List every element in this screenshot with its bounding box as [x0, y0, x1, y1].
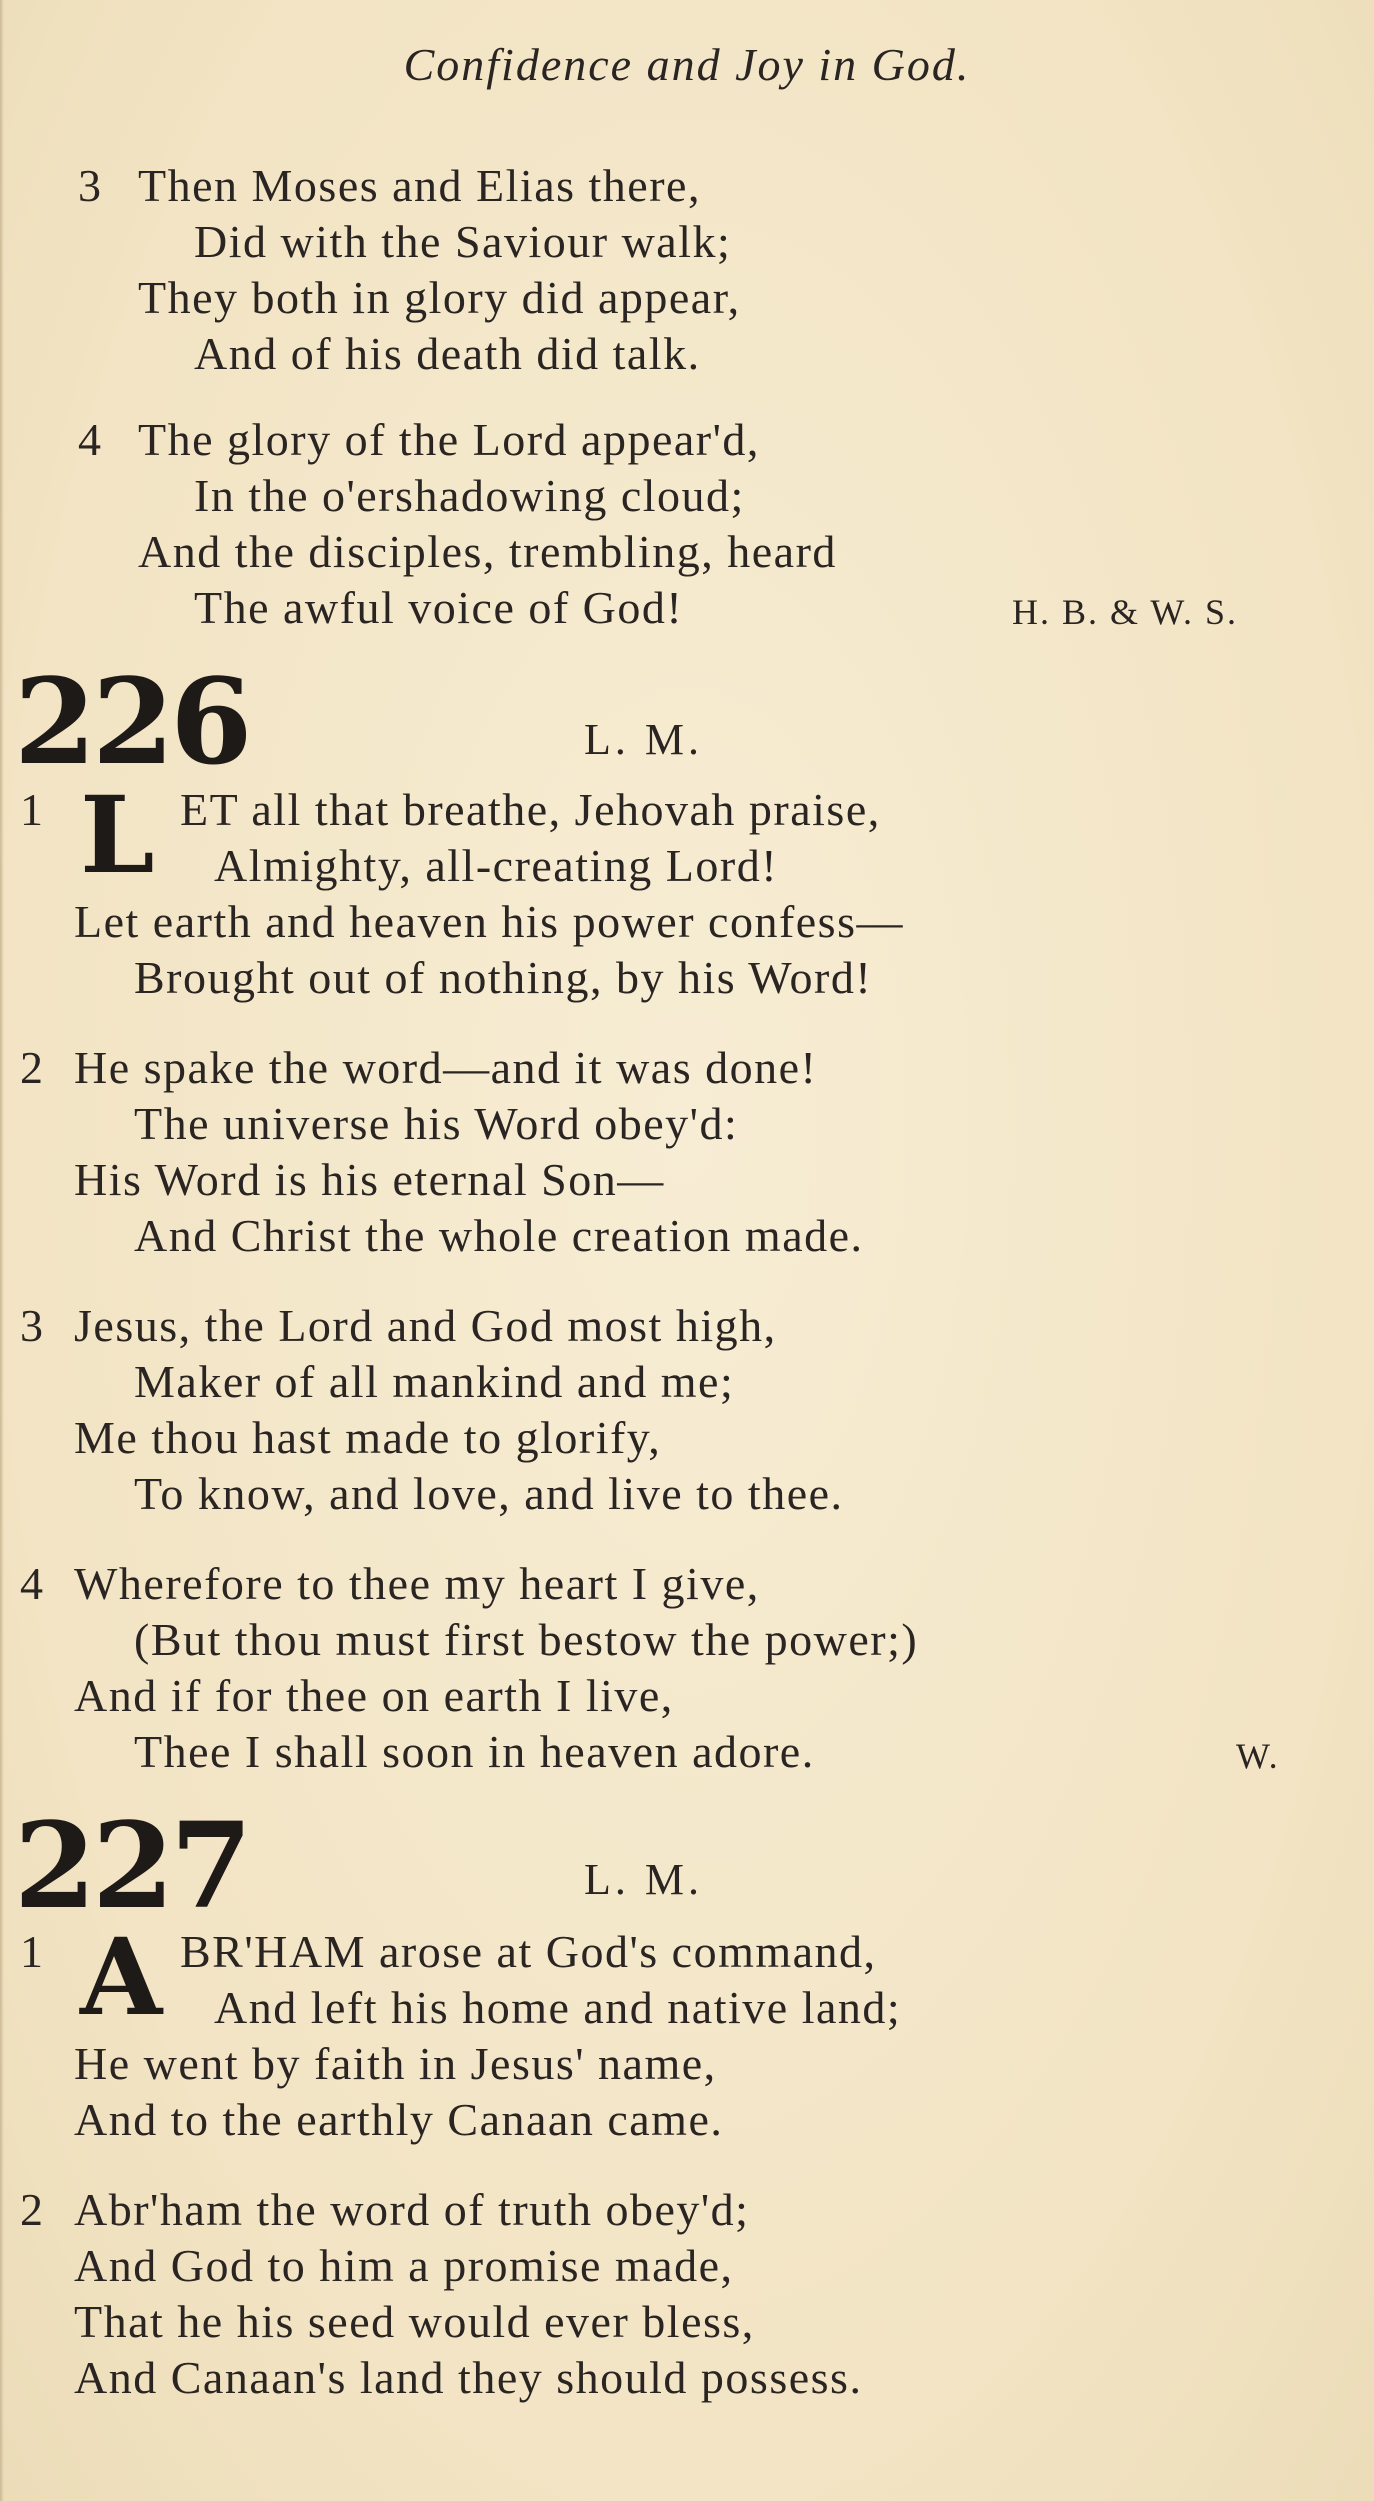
stanza-number: 3 — [20, 1300, 45, 1351]
verse-line: Abr'ham the word of truth obey'd; — [74, 2184, 750, 2235]
verse-line: And the disciples, trembling, heard — [138, 526, 837, 577]
hymn-number: 227 — [14, 1796, 249, 1935]
verse-line: BR'HAM arose at God's command, — [180, 1926, 877, 1977]
verse-line: (But thou must first bestow the power;) — [134, 1614, 919, 1665]
verse-line: Maker of all mankind and me; — [134, 1356, 735, 1407]
running-head: Confidence and Joy in God. — [403, 39, 971, 90]
stanza-number: 1 — [20, 1926, 45, 1977]
verse-line: And to the earthly Canaan came. — [74, 2094, 724, 2145]
drop-cap: L — [80, 772, 155, 897]
stanza-number: 4 — [20, 1558, 45, 1609]
verse-line: In the o'ershadowing cloud; — [194, 470, 745, 521]
verse-line: Almighty, all-creating Lord! — [214, 840, 779, 891]
stanza-number: 3 — [78, 160, 103, 211]
author-credit: W. — [1236, 1736, 1280, 1776]
verse-line: The glory of the Lord appear'd, — [138, 414, 760, 465]
stanza-number: 2 — [20, 1042, 45, 1093]
verse-line: Then Moses and Elias there, — [138, 160, 701, 211]
verse-line: He spake the word—and it was done! — [74, 1042, 818, 1093]
stanza-number: 4 — [78, 414, 103, 465]
verse-line: And Christ the whole creation made. — [134, 1210, 864, 1261]
verse-line: To know, and love, and live to thee. — [134, 1468, 844, 1519]
verse-line: And God to him a promise made, — [74, 2240, 734, 2291]
verse-line: The universe his Word obey'd: — [134, 1098, 739, 1149]
verse-line: Me thou hast made to glorify, — [74, 1412, 662, 1463]
verse-line: Did with the Saviour walk; — [194, 216, 732, 267]
verse-line: And left his home and native land; — [214, 1982, 902, 2033]
verse-line: Wherefore to thee my heart I give, — [74, 1558, 760, 1609]
hymn-number: 226 — [14, 652, 249, 791]
verse-line: His Word is his eternal Son— — [74, 1154, 665, 1205]
verse-line: Brought out of nothing, by his Word! — [134, 952, 873, 1003]
verse-line: ET all that breathe, Jehovah praise, — [180, 784, 881, 835]
verse-line: Jesus, the Lord and God most high, — [74, 1300, 777, 1351]
verse-line: And Canaan's land they should possess. — [74, 2352, 863, 2403]
verse-line: The awful voice of God! — [194, 582, 684, 633]
page-edge-shadow — [0, 0, 4, 2501]
verse-line: Thee I shall soon in heaven adore. — [134, 1726, 815, 1777]
hymn-meter: L. M. — [584, 1855, 703, 1904]
drop-cap: A — [80, 1914, 163, 2039]
verse-line: He went by faith in Jesus' name, — [74, 2038, 717, 2089]
verse-line: Let earth and heaven his power confess— — [74, 896, 904, 947]
verse-line: They both in glory did appear, — [138, 272, 741, 323]
author-credit: H. B. & W. S. — [1012, 592, 1239, 632]
stanza-number: 1 — [20, 784, 45, 835]
verse-line: And if for thee on earth I live, — [74, 1670, 674, 1721]
stanza-number: 2 — [20, 2184, 45, 2235]
hymn-meter: L. M. — [584, 715, 703, 764]
verse-line: That he his seed would ever bless, — [74, 2296, 755, 2347]
verse-line: And of his death did talk. — [194, 328, 701, 379]
